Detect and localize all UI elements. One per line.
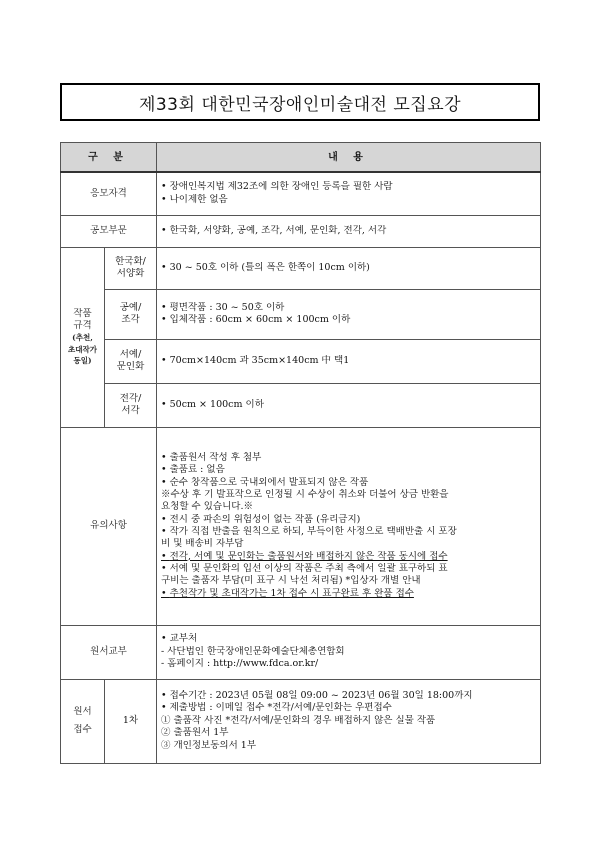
- receipt-line-3: ① 출품작 사진 *전각/서예/문인화의 경우 배접하지 않은 실물 작품: [161, 714, 436, 726]
- receipt-row: [61, 679, 541, 763]
- note-line-8a: • 서예 및 문인화의 입선 이상의 작품은 주최 측에서 일괄 표구하되 표: [161, 563, 534, 575]
- spec-craft-item-1: • 평면작품 : 30 ~ 50호 이하: [161, 302, 534, 314]
- specs-note-line3: 동일): [73, 355, 92, 365]
- spec-name-seal: [105, 383, 157, 427]
- recruitment-table: [60, 142, 541, 764]
- spec-content-craft: [157, 289, 541, 339]
- table-header-row: [61, 143, 541, 173]
- note-line-8b: 구비는 출품자 부담(미 표구 시 낙선 처리됨) *입상자 개별 안내: [161, 575, 421, 587]
- spec-name-craft-1: 공예/: [119, 301, 142, 313]
- eligibility-content: [157, 172, 541, 215]
- categories-item: • 한국화, 서양화, 공예, 조각, 서예, 문인화, 전각, 서각: [161, 225, 534, 237]
- spec-content-painting: [157, 247, 541, 289]
- note-line-7: • 전각, 서예 및 문인화는 출품원서와 배접하지 않은 작품 동시에 접수: [161, 551, 534, 563]
- application-label: 원서교부: [61, 625, 157, 679]
- receipt-label-line1: 원서: [73, 705, 92, 717]
- spec-row-calligraphy: [61, 339, 541, 383]
- eligibility-item-1: • 장애인복지법 제32조에 의한 장애인 등록을 필한 사람: [161, 181, 534, 193]
- eligibility-row: [61, 172, 541, 215]
- spec-calligraphy-item-1: • 70cm×140cm 과 35cm×140cm 中 택1: [161, 355, 534, 367]
- spec-name-seal-2: 서각: [121, 405, 140, 416]
- spec-painting-item-1: • 30 ~ 50호 이하 (틀의 폭은 한쪽이 10cm 이하): [161, 262, 534, 274]
- receipt-line-1: • 접수기간 : 2023년 05월 08일 09:00 ~ 2023년 06월 30일 18:00까지: [161, 690, 534, 702]
- note-line-3: • 순수 창작품으로 국내외에서 발표되지 않은 작품: [161, 477, 534, 489]
- note-line-6b: 비 및 배송비 자부담: [161, 538, 244, 550]
- note-line-9: • 추천작가 및 초대작가는 1차 접수 시 표구완료 후 완품 접수: [161, 588, 534, 600]
- application-line-1: • 교부처: [161, 633, 534, 645]
- receipt-line-2: • 제출방법 : 이메일 접수 *전각/서예/문인화는 우편접수: [161, 702, 534, 714]
- receipt-phase: 1차: [105, 679, 157, 763]
- specs-label: [61, 247, 105, 427]
- spec-craft-item-2: • 입체작품 : 60cm × 60cm × 100cm 이하: [161, 314, 534, 326]
- specs-note-line1: (추천,: [72, 333, 93, 343]
- spec-name-craft-2: 조각: [121, 314, 140, 325]
- spec-name-painting: [105, 247, 157, 289]
- header-category: 구 분: [61, 143, 157, 173]
- categories-label: 공모부문: [61, 215, 157, 247]
- notes-content: [157, 427, 541, 625]
- note-line-4b: 요청할 수 있습니다.※: [161, 501, 253, 513]
- categories-row: [61, 215, 541, 247]
- note-line-1: • 출품원서 작성 후 첨부: [161, 452, 534, 464]
- spec-name-craft: [105, 289, 157, 339]
- notes-label: 유의사항: [61, 427, 157, 625]
- eligibility-label: 응모자격: [61, 172, 157, 215]
- eligibility-item-2: • 나이제한 없음: [161, 194, 534, 206]
- application-row: [61, 625, 541, 679]
- spec-row-seal: [61, 383, 541, 427]
- application-line-3: - 홈페이지 : http://www.fdca.or.kr/: [161, 658, 319, 670]
- receipt-line-5: ③ 개인정보동의서 1부: [161, 739, 257, 751]
- spec-name-calligraphy-2: 문인화: [116, 361, 145, 372]
- note-line-4a: ※수상 후 기 발표작으로 인정될 시 수상이 취소와 더불어 상금 반환을: [161, 488, 449, 500]
- note-line-6a: • 작가 직접 반출을 원칙으로 하되, 부득이한 사정으로 택배반출 시 포장: [161, 526, 534, 538]
- application-content: [157, 625, 541, 679]
- header-content: 내 용: [157, 143, 541, 173]
- receipt-line-4: ② 출품원서 1부: [161, 727, 229, 739]
- specs-label-line1: 작품: [73, 307, 92, 319]
- spec-content-calligraphy: [157, 339, 541, 383]
- spec-content-seal: [157, 383, 541, 427]
- spec-seal-item-1: • 50cm × 100cm 이하: [161, 399, 534, 411]
- note-line-5: • 전시 중 파손의 위험성이 없는 작품 (유리금지): [161, 514, 534, 526]
- receipt-content: [157, 679, 541, 763]
- receipt-label-line2: 접수: [73, 724, 92, 735]
- spec-row-craft: [61, 289, 541, 339]
- spec-row-painting: [61, 247, 541, 289]
- specs-label-line2: 규격: [73, 320, 92, 332]
- spec-name-calligraphy-1: 서예/: [119, 348, 142, 360]
- document-title: 제33회 대한민국장애인미술대전 모집요강: [60, 83, 540, 121]
- spec-name-seal-1: 전각/: [119, 392, 142, 404]
- receipt-label: [61, 679, 105, 763]
- note-line-2: • 출품료 : 없음: [161, 464, 534, 476]
- spec-name-painting-2: 서양화: [116, 268, 145, 279]
- specs-note-line2: 초대작가: [68, 344, 97, 354]
- categories-content: [157, 215, 541, 247]
- application-line-2: - 사단법인 한국장애인문화예술단체총연합회: [161, 645, 345, 657]
- notes-row: [61, 427, 541, 625]
- spec-name-calligraphy: [105, 339, 157, 383]
- spec-name-painting-1: 한국화/: [115, 255, 146, 267]
